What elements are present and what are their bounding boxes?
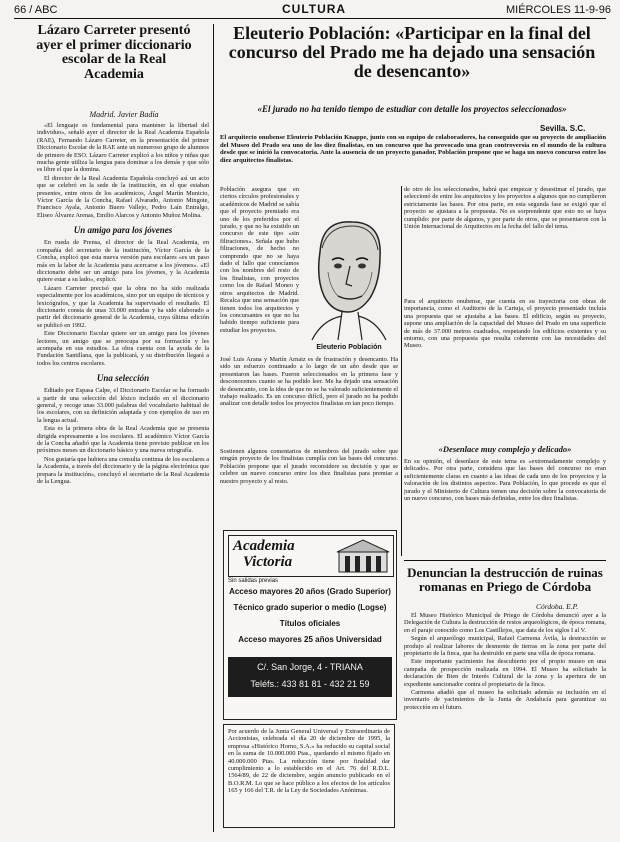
- right-dateline: Córdoba. E.P.: [536, 602, 579, 611]
- building-icon: [335, 538, 391, 574]
- ad-tagline: Sin salidas previas: [228, 578, 279, 584]
- academia-logo: [228, 535, 394, 577]
- main-column-1: Población asegura que en ciertos círculos profesionales y académicos de Madrid se sabía que el proyecto premiado era uno de los preferidos por el jurado, y que no ha existido un concurso de este tipo «sin filtraciones». Señala que hubo filtraciones, de hecho no comprendo que no se haya dado el fallo que conocíamos con los nombres del resto de los finalistas, con proyectos como los de Rafael Moneo y otros arquitectos de Madrid. Recalca que una sensación que tienen todos los arquitectos y los concursantes es que no ha habido tiempo suficiente para estudiar los proyectos.: [220, 186, 299, 334]
- main-column-2b: Para el arquitecto onubense, que cuenta en su trayectoria con obras de importancia, como el Auditorio de la Cartuja, el proyecto presentado incluía una propuesta que se ajustaba a las bases. El edificio, según su proyecto, supone una ampliación de la capacidad del Museo del Prado en una superficie de más de 37.000 metros cuadrados, respetando los edificios existentes y su entorno, con una propuesta que resulta coherente con las necesidades del Museo.: [404, 298, 606, 350]
- right-paragraph: Carmona añadió que el museo ha solicitado además su inclusión en el inventario de yacimientos de la Junta de Andalucía para garantizar su protección en el futuro.: [404, 689, 606, 711]
- portrait-caption: Eleuterio Población: [316, 344, 382, 351]
- left-paragraph: «El lenguaje es fundamental para mantener la libertad del individuo», señaló ayer el director de la Real Academia Española (RAE), Fernando Lázaro Carreter, en la presentación del primer Diccionario Escolar de la RAE ante un numeroso grupo de alumnos de primero de ESO. Lázaro Carreter explicó a los niños y niñas que mucha gente utiliza la lengua para dominar a los demás y que sólo es libre el que la domina.: [37, 122, 209, 174]
- left-paragraph: Lázaro Carreter precisó que la obra no ha sido realizada especialmente por los académicos, sino por un equipo de técnicos y lexicógrafos, y que la Academia ha supervisado el resultado. El diccionario consta de unas 33.000 entradas y ha sido elaborado a partir del diccionario general de la Academia, cuya última edición se publicó en 1992.: [37, 284, 209, 329]
- ad-address: C/. San Jorge, 4 - TRIANA: [257, 662, 363, 672]
- ad-name-line2: Victoria: [243, 554, 293, 570]
- right-article-rule: [404, 560, 606, 561]
- quote-subhead: «Desenlace muy complejo y delicado»: [438, 444, 572, 454]
- left-headline: Lázaro Carreter presentó ayer el primer diccionario escolar de la Real Academia: [36, 23, 192, 83]
- left-article-body: [37, 122, 209, 828]
- main-dateline: Sevilla. S.C.: [540, 124, 586, 133]
- academia-ad: [223, 530, 397, 720]
- right-paragraph: Según el arqueólogo municipal, Rafael Carmona Ávila, la destrucción se produjo al realizar labores de desmonte de tierras en la zona por parte del propietario de la finca, que ha destruido en parte una villa de época romana.: [404, 635, 606, 658]
- main-divider: [401, 186, 402, 556]
- issue-date: MIÉRCOLES 11-9-96: [506, 4, 611, 16]
- main-column-2c: En su opinión, el desenlace de este tema es «extremadamente complejo y delicado». Por otra parte, considera que las bases del concurso no eran suficientemente claras en cuanto a las ideas de cada uno de los proyectos y la valoración de los distintos aspectos. Para Población, lo que procede es que el jurado y el Ministerio de Cultura tomen una decisión sobre la convocatoria de un nuevo concurso, con bases más definidas, entre los diez finalistas.: [404, 458, 606, 503]
- ad-name-line1: Academia: [233, 538, 295, 554]
- right-article-body: [404, 612, 606, 830]
- ad-line-3: Títulos oficiales: [279, 619, 341, 628]
- left-paragraph: El director de la Real Academia Española concluyó así un acto que se celebró en la sede de la institución, en el que estaban presentes, entre otros de los académicos, Ángel Martín Municio, Víctor García de la Concha, Rafael Alvarado, Antonio Mingote, Francisco Ayala, Antonio Buero Vallejo, Pedro Laín Entralgo, Eliseo Álvarez Arenas, Emilio Alarcos y Antonio Muñoz Molina.: [37, 174, 209, 219]
- right-headline: Denuncian la destrucción de ruinas romanas en Priego de Córdoba: [407, 565, 603, 594]
- left-subhead: Un amigo para los jóvenes: [73, 225, 173, 236]
- main-lead: El arquitecto onubense Eleuterio Población Knappe, junto con su equipo de colaboradores, ha conseguido que su proyecto de ampliación del Museo del Prado sea uno de los diez finalistas, en un concurso que ha provocado una gran controversia en el mundo de la cultura desde que se inició la convocatoria. Ante la ausencia de un proyecto ganador, Población propone que se haga un nuevo concurso entre los diez arquitectos finalistas.: [220, 134, 606, 164]
- portrait-illustration: [302, 212, 396, 342]
- ad-phone: Teléfs.: 433 81 81 - 432 21 59: [250, 679, 370, 689]
- left-paragraph: Editado por Espasa Calpe, el Diccionario Escolar se ha formado a partir de una selección del léxico incluido en el diccionario general, y recoge unas 33.000 palabras del vocabulario habitual de los escolares, con su definición adaptada y con ejemplos de uso en la lengua actual.: [37, 387, 209, 424]
- column-divider: [213, 24, 214, 832]
- left-byline: Madrid. Javier Badía: [89, 110, 159, 119]
- main-subtitle: «El jurado no ha tenido tiempo de estudiar con detalle los proyectos seleccionados»: [257, 104, 567, 114]
- right-paragraph: El Museo Histórico Municipal de Priego de Córdoba denunció ayer a la Delegación de Cultura la destrucción de restos arqueológicos, de época romana, en el paraje conocido como Los Castillejos, que data de los siglos I al V.: [404, 612, 606, 634]
- main-column-1b: José Luis Arana y Martín Arnaiz es de frustración y desencanto. Ha sido un esfuerzo continuado a lo largo de un año desde que se presentaron las bases. Fueron seleccionados en la primera fase y desconocemos cuanto se ha podido leer. Me ha dejado una sensación de desencanto, con la idea de que no se ha valorado suficientemente el trabajo realizado. Es un concurso difícil, pero el jurado no ha podido analizar con detalle todos los proyectos finalistas en tan poco tiempo.: [220, 356, 398, 408]
- left-subhead: Una selección: [96, 373, 150, 384]
- right-paragraph: Este importante yacimiento fue descubierto por el propio museo en una campaña de prospección realizada en 1994. El Museo ha solicitado la declaración de Bien de Interés Cultural de la zona y la apertura de un expediente sancionador contra el propietario de la finca.: [404, 658, 606, 688]
- left-paragraph: Este Diccionario Escolar quiere ser un amigo para los jóvenes lectores, un amigo que se preocupa por su formación y les acompaña en sus estudios. La obra cuenta con la ayuda de la Fundación Santillana, que la publicará, y su distribución llegará a todos los centros escolares.: [37, 330, 209, 367]
- section-title: CULTURA: [282, 2, 347, 16]
- ad-contact-box: [228, 657, 392, 697]
- left-paragraph: Esta es la primera obra de la Real Academia que se presenta dirigida expresamente a los escolares. El académico Víctor García de la Concha añadió que la Academia tiene previsto publicar en los próximos meses un diccionario básico y una nueva ortografía.: [37, 425, 209, 455]
- main-column-2: de otro de los seleccionados, habrá que empezar y desestimar el jurado, que seleccionó de entre los arquitectos y los proyectos a algunos que no cumplieron estrictamente las bases. Por otra parte, en esta segunda fase se exigió que el proyecto se ajustara a la propuesta. No es sorprendente que esto no se haya cumplido: por parte de algunos, y por parte de otros, que se presentaron con la Unión Internacional de Arquitectos en la fecha del fallo del tema.: [404, 186, 606, 231]
- legal-notice: Por acuerdo de la Junta General Universal y Extraordinaria de Accionistas, celebrada el día 20 de diciembre de 1995, la empresa «Histórico Horno, S.A.» ha reducido su capital social en la suma de 10.000.000 Ptas., quedando el mismo fijado en 40.000.000 Ptas. La reducción tiene por finalidad dar cumplimiento a lo establecido en el Art. 76 del R.D.L. 1564/89, de 22 de diciembre, según anuncio publicado en el B.O.R.M. Lo que se hace público a los efectos de los artículos 165 y 166 del T.R. de la Ley de Sociedades Anónimas.: [223, 724, 395, 828]
- portrait-photo: [302, 212, 396, 342]
- main-headline: Eleuterio Población: «Participar en la final del concurso del Prado me ha dejado una sensación de desencanto»: [228, 23, 596, 81]
- page-number: 66 / ABC: [14, 4, 58, 16]
- ad-line-2: Técnico grado superior o medio (Logse): [233, 603, 387, 612]
- ad-line-1: Acceso mayores 20 años (Grado Superior): [229, 587, 391, 596]
- header-rule: [14, 18, 606, 19]
- left-paragraph: En rueda de Prensa, el director de la Real Academia, en compañía del secretario de la institución, Víctor García de la Concha, explicó que esta nueva versión para escolares «es un paso más en la labor de la Academia para acercarse a los jóvenes». «El diccionario debe ser un amigo para los jóvenes, y la Academia quiere estar a su lado», explicó.: [37, 239, 209, 284]
- main-column-1c: Sostienen algunos comentarios de miembros del jurado sobre que ningún proyecto de los finalistas cumplía con las bases del concurso. Población propone que el jurado reconsidere su decisión y que se celebre un nuevo concurso entre los diez finalistas para premiar a nuestro proyecto y al resto.: [220, 448, 398, 485]
- ad-line-4: Acceso mayores 25 años Universidad: [238, 635, 382, 644]
- left-paragraph: Nos gustaría que hubiera una consulta continua de los escolares a la Academia, a través del diccionario y de la página electrónica que prepara la institución», concluyó el secretario de la Real Academia de la Lengua.: [37, 455, 209, 486]
